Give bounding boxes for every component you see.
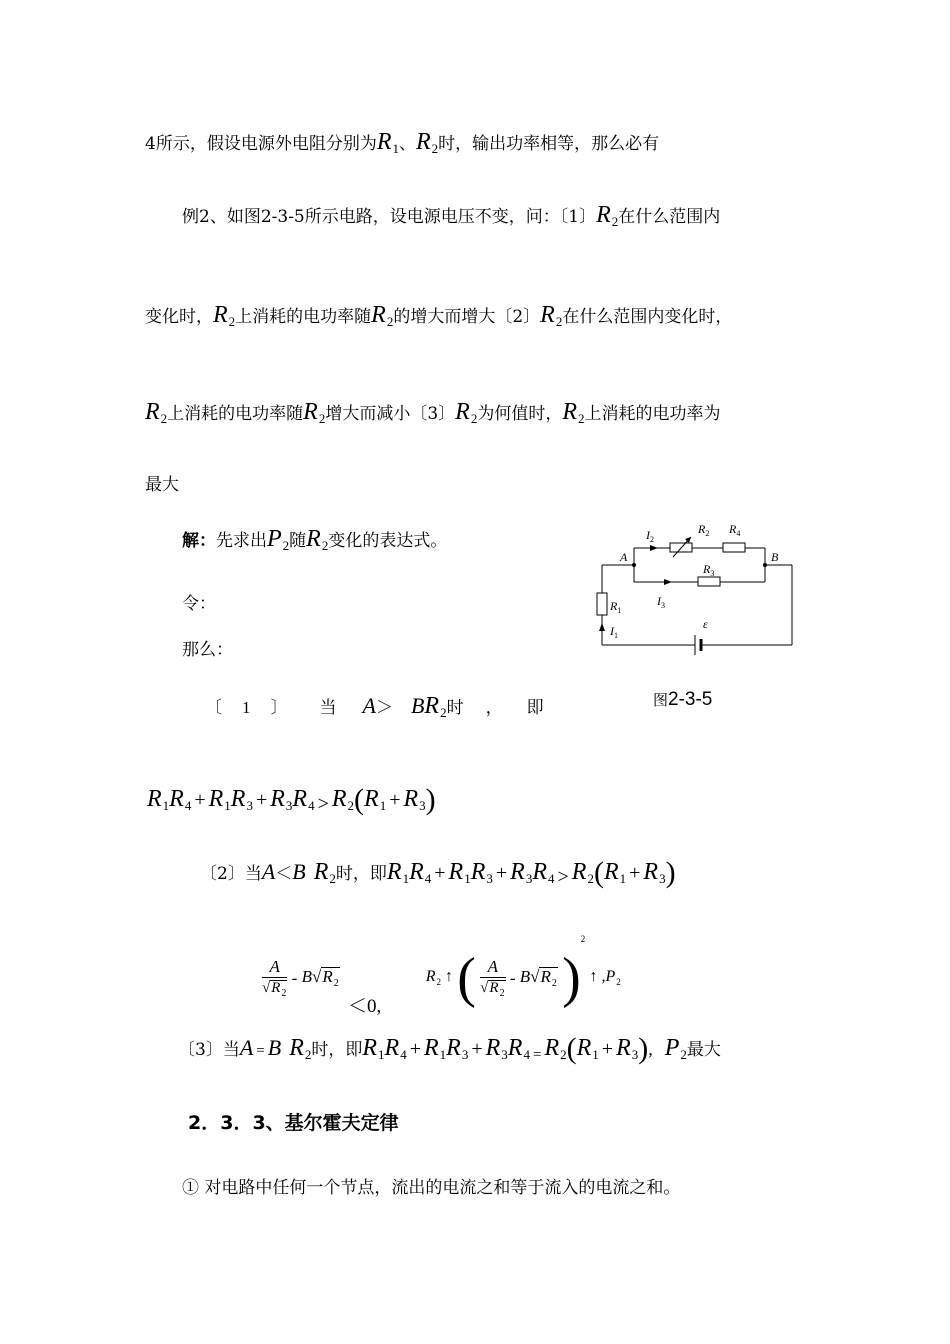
symbol-R2: $R_2$ — [145, 399, 168, 426]
text: 例2、如图2-3-5所示电路，设电源电压不变，问：〔1〕 — [182, 207, 597, 227]
equation-1: $R_1R_4 + R_1R_3 + R_3R_4 > R_2(R_1 + R_3)$ — [147, 783, 436, 816]
resistor-r4 — [723, 543, 745, 552]
namo-line — [182, 642, 233, 659]
symbol-R2: $R_2$ — [596, 202, 619, 229]
solution-label: 解： — [182, 531, 216, 551]
text: 随 — [289, 531, 307, 551]
label-emf: ε — [703, 617, 708, 631]
symbol-P2: $P_2$ — [267, 526, 290, 553]
symbol-R2: $R_2$ — [371, 302, 394, 329]
text: 上消耗的电功率随 — [235, 307, 372, 327]
example-2-line-2 — [145, 303, 732, 328]
label-I3: $I_3$ — [657, 594, 665, 610]
section-heading: 2．3．3、基尔霍夫定律 — [188, 1112, 399, 1134]
circuit-diagram — [590, 515, 810, 665]
text: 4所示，假设电源外电阻分别为 — [145, 134, 377, 154]
text: 最大 — [145, 475, 179, 495]
current-arrow-i3 — [664, 579, 672, 585]
fraction-expression: $\frac{A}{√R_2}$ - $B√R_2 <0$, $R_2$ ↑ ( $\frac{A}{√R_2}$ - $B√R_2$ )$^2$ ↑ $,P_2$ — [262, 934, 621, 1017]
current-arrow-i2 — [650, 545, 658, 551]
example-2-line-4 — [145, 477, 179, 494]
resistor-r1 — [597, 593, 607, 615]
symbol-R2: $R_2$ — [455, 399, 478, 426]
symbol-R1: $R_1$ — [376, 129, 399, 156]
text: 上消耗的电功率随 — [167, 404, 304, 424]
example-2-line-3 — [145, 400, 721, 425]
figure-caption: 图2-3-5 — [653, 689, 713, 710]
symbol-R2: $R_2$ — [562, 399, 585, 426]
symbol-R2: $R_2$ — [424, 693, 447, 720]
label-B: B — [771, 550, 779, 564]
text: 、 — [399, 134, 416, 154]
node-b-dot — [763, 563, 767, 567]
text: 那么： — [182, 640, 233, 660]
text: 为何值时， — [477, 404, 563, 424]
resistor-r3 — [698, 577, 720, 586]
node-a-dot — [632, 563, 636, 567]
label-I1: $I_1$ — [610, 624, 618, 640]
ling-line — [182, 596, 216, 613]
text: 在什么范围内 — [618, 207, 721, 227]
symbol-R2: $R_2$ — [306, 526, 329, 553]
symbol-R2: $R_2$ — [303, 399, 326, 426]
kirchhoff-item-1: ① 对电路中任何一个节点，流出的电流之和等于流入的电流之和。 — [182, 1178, 681, 1198]
symbol-R2: $R_2$ — [416, 129, 439, 156]
text: 变化时， — [145, 307, 213, 327]
label-R3: $R_3$ — [703, 562, 715, 578]
text: 增大而减小〔3〕 — [325, 404, 456, 424]
label-R1: $R_1$ — [610, 599, 622, 615]
example-2-line-1 — [182, 203, 720, 228]
text: 变化的表达式。 — [328, 531, 448, 551]
label-R4: $R_4$ — [729, 522, 741, 538]
symbol-R2: $R_2$ — [213, 302, 236, 329]
current-arrow-i1 — [599, 623, 605, 631]
label-A: A — [620, 550, 628, 564]
text: 令： — [182, 594, 216, 614]
label-R2: $R_2$ — [698, 522, 710, 538]
case-2-line: 〔2〕当A＜B $R_2$时，即$R_1R_4 + R_1R_3 + R_3R_4 > R_2(R_1 + R_3)$ — [200, 856, 676, 889]
fraction-a-over-sqrt-r2: $\frac{A}{√R_2}$ — [262, 956, 287, 999]
label-I2: $I_2$ — [646, 528, 654, 544]
paragraph-line-1 — [145, 130, 659, 155]
solution-line — [182, 527, 447, 552]
case-1-line: 〔 1 〕 当 $A> BR_2$时 ， 即 — [205, 693, 544, 720]
symbol-R2: $R_2$ — [540, 302, 563, 329]
case-3-line: 〔3〕当A = B $R_2$时，即$R_1R_4 + R_1R_3 + R_3R_4 = R_2(R_1 + R_3)$, $P_2$最大 — [178, 1032, 721, 1065]
text: 先求出 — [216, 531, 267, 551]
text: 在什么范围内变化时， — [562, 307, 733, 327]
text: 上消耗的电功率为 — [584, 404, 721, 424]
text: 的增大而增大〔2〕 — [393, 307, 541, 327]
text: 时，输出功率相等，那么必有 — [438, 134, 660, 154]
